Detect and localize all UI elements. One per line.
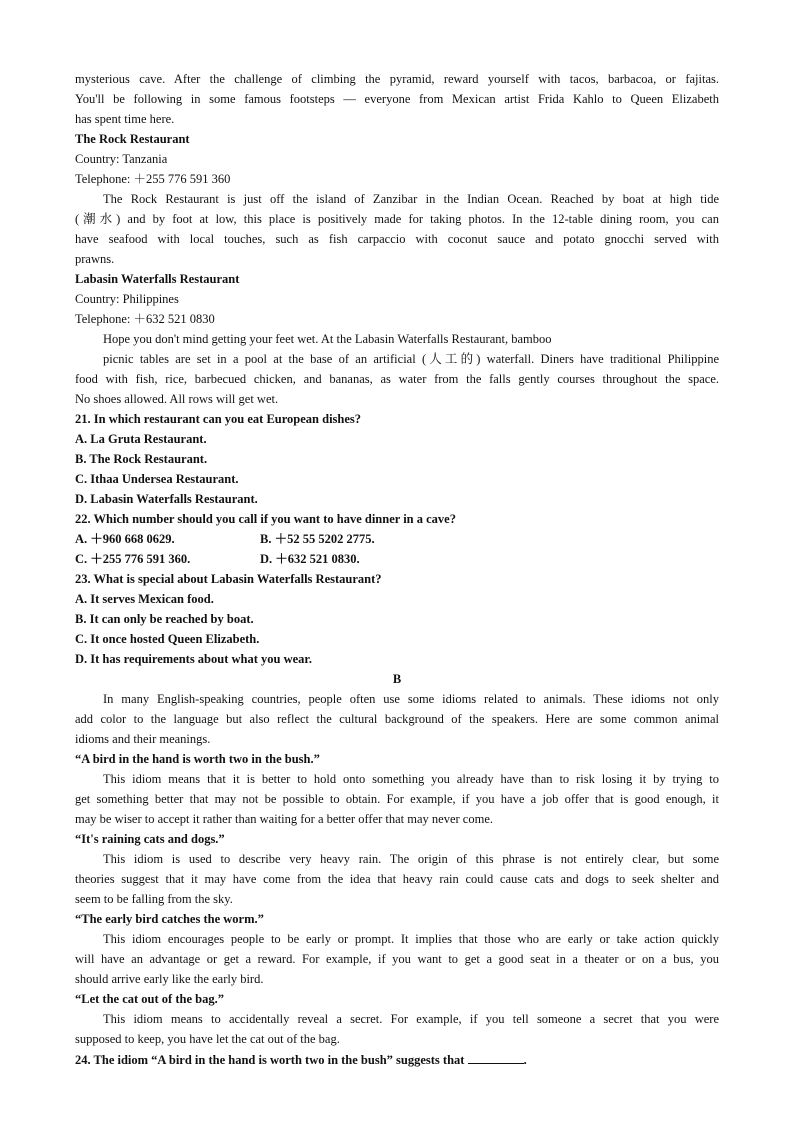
question-stem: 22. Which number should you call if you want to have dinner in a cave? — [75, 512, 456, 526]
answer-option[interactable]: D. It has requirements about what you wear. — [75, 652, 312, 666]
question-stem — [75, 1049, 719, 1069]
paragraph-line: will have an advantage or get a reward. For example, if you want to get a good seat in a theater or on a bus, you — [75, 952, 719, 966]
answer-option[interactable]: C. ＋255 776 591 360. — [75, 552, 191, 566]
paragraph-line: prawns. — [75, 252, 115, 266]
intro-line: mysterious cave. After the challenge of climbing the pyramid, reward yourself with tacos, barbacoa, or fajitas. — [75, 72, 719, 86]
restaurant-telephone: Telephone: ＋255 776 591 360 — [75, 172, 231, 186]
idiom-title: “The early bird catches the worm.” — [75, 912, 264, 926]
paragraph-line: (潮水) and by foot at low, this place is positively made for taking photos. In the 12-table dining room, you can — [75, 212, 719, 226]
question-stem: 21. In which restaurant can you eat European dishes? — [75, 412, 362, 426]
paragraph-line: This idiom encourages people to be early or prompt. It implies that those who are early or take action quickly — [103, 932, 719, 946]
restaurant-heading: Labasin Waterfalls Restaurant — [75, 272, 240, 286]
answer-option[interactable]: C. Ithaa Undersea Restaurant. — [75, 472, 239, 486]
question-24-end: . — [523, 1053, 527, 1067]
paragraph-line: This idiom means that it is better to hold onto something you already have than to risk losing it by trying to — [103, 772, 719, 786]
idiom-title: “Let the cat out of the bag.” — [75, 992, 224, 1006]
paragraph-line: have seafood with local touches, such as fish carpaccio with coconut sauce and potato gnocchi served with — [75, 232, 719, 246]
answer-option[interactable]: A. ＋960 668 0629. — [75, 532, 175, 546]
paragraph-line: may be wiser to accept it rather than waiting for a better offer that may never come. — [75, 812, 493, 826]
restaurant-heading: The Rock Restaurant — [75, 132, 190, 146]
section-heading: B — [392, 672, 402, 686]
answer-option[interactable]: B. ＋52 55 5202 2775. — [260, 532, 375, 546]
answer-option[interactable]: C. It once hosted Queen Elizabeth. — [75, 632, 260, 646]
intro-line: has spent time here. — [75, 112, 175, 126]
answer-option[interactable]: B. The Rock Restaurant. — [75, 452, 208, 466]
paragraph-line: This idiom is used to describe very heavy rain. The origin of this phrase is not entirely clear, but some — [103, 852, 719, 866]
paragraph-line: should arrive early like the early bird. — [75, 972, 264, 986]
answer-option[interactable]: D. Labasin Waterfalls Restaurant. — [75, 492, 258, 506]
intro-line: You'll be following in some famous footsteps — everyone from Mexican artist Frida Kahlo to Queen Elizabeth — [75, 92, 719, 106]
idiom-title: “It's raining cats and dogs.” — [75, 832, 225, 846]
options-row — [75, 529, 719, 549]
answer-option[interactable]: A. La Gruta Restaurant. — [75, 432, 207, 446]
paragraph-line: supposed to keep, you have let the cat out of the bag. — [75, 1032, 340, 1046]
document-page — [75, 69, 719, 1069]
answer-option[interactable]: B. It can only be reached by boat. — [75, 612, 254, 626]
options-row — [75, 549, 719, 569]
restaurant-country: Country: Tanzania — [75, 152, 168, 166]
paragraph-line: In many English-speaking countries, people often use some idioms related to animals. These idioms not only — [103, 692, 719, 706]
paragraph-line: No shoes allowed. All rows will get wet. — [75, 392, 279, 406]
paragraph-line: picnic tables are set in a pool at the base of an artificial (人工的) waterfall. Diners have traditional Philippine — [103, 352, 719, 366]
paragraph-line: Hope you don't mind getting your feet wet. At the Labasin Waterfalls Restaurant, bamboo — [103, 332, 552, 346]
paragraph-line: The Rock Restaurant is just off the island of Zanzibar in the Indian Ocean. Reached by boat at high tide — [103, 192, 719, 206]
paragraph-line: add color to the language but also reflect the cultural background of the speakers. Here are some common animal — [75, 712, 719, 726]
answer-blank[interactable] — [468, 1049, 524, 1064]
idiom-title: “A bird in the hand is worth two in the bush.” — [75, 752, 320, 766]
answer-option[interactable]: A. It serves Mexican food. — [75, 592, 214, 606]
answer-option[interactable]: D. ＋632 521 0830. — [260, 552, 360, 566]
paragraph-line: food with fish, rice, barbecued chicken, and bananas, as water from the falls gently courses throughout the space. — [75, 372, 719, 386]
paragraph-line: theories suggest that it may have come from the idea that heavy rain could cause cats and dogs to seek shelter and — [75, 872, 719, 886]
restaurant-country: Country: Philippines — [75, 292, 179, 306]
restaurant-telephone: Telephone: ＋632 521 0830 — [75, 312, 215, 326]
paragraph-line: seem to be falling from the sky. — [75, 892, 233, 906]
question-stem: 23. What is special about Labasin Waterfalls Restaurant? — [75, 572, 382, 586]
paragraph-line: idioms and their meanings. — [75, 732, 211, 746]
paragraph-line: get something better that may not be possible to obtain. For example, if you have a job offer that is good enough, it — [75, 792, 719, 806]
question-24-text: 24. The idiom “A bird in the hand is worth two in the bush” suggests that — [75, 1053, 465, 1067]
paragraph-line: This idiom means to accidentally reveal a secret. For example, if you tell someone a secret that you were — [103, 1012, 719, 1026]
